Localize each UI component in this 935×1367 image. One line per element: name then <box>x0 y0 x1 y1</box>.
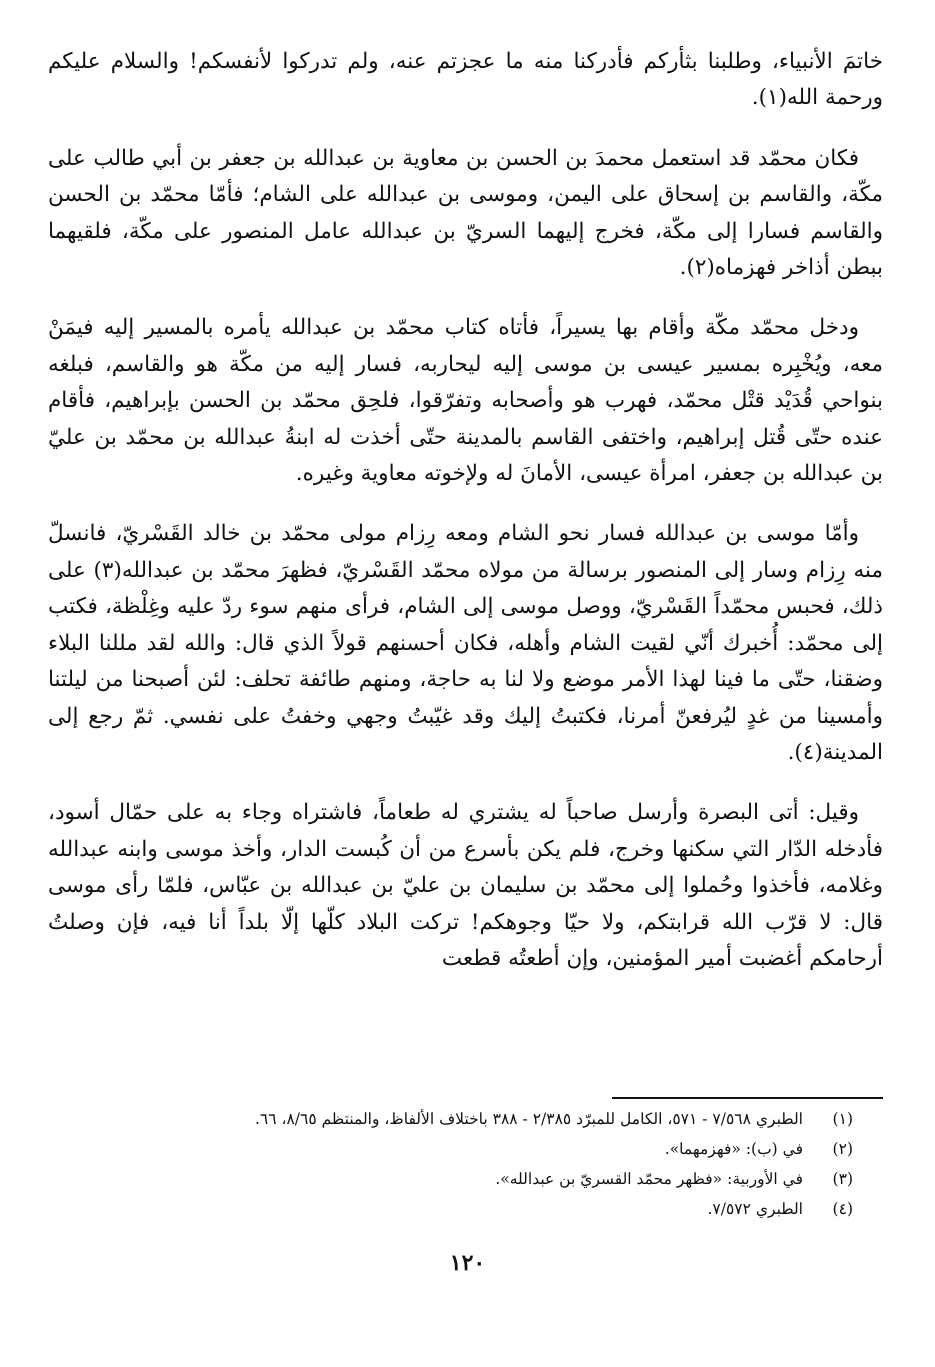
footnote-number: (٢) <box>832 1140 853 1158</box>
footnote-number: (١) <box>832 1110 853 1128</box>
footnote-text: في (ب): «فهزمهما». <box>664 1140 803 1158</box>
footnote-text: الطبري ٧/٥٧٢. <box>707 1200 803 1218</box>
paragraph-5: وقيل: أتى البصرة وأرسل صاحباً له يشتري له طعاماً، فاشتراه وجاء به على حمّال أسود، فأدخله الدّار التي سكنها وخرج، فلم يكن بأسرع من أن كُبست الدار، وأخذ موسى وابنه عبدالله وغلامه، فأخذوا وحُملوا إلى محمّد بن سليمان بن عليّ بن عبدالله بن عبّاس، فلمّا رأى موسى قال: لا قرّب الله قرابتكم، ولا حيّا وجوهكم! تركت البلاد كلّها إلّا بلداً أنا فيه، فإن وصلتُ أرحامكم أغضبت أمير المؤمنين، وإن أطعتُه قطعت <box>48 800 883 971</box>
footnote-number: (٤) <box>832 1200 853 1218</box>
paragraph-2: فكان محمّد قد استعمل محمدَ بن الحسن بن معاوية بن عبدالله بن جعفر بن أبي طالب على مكّة، والقاسم بن إسحاق على اليمن، وموسى بن عبدالله على الشام؛ فأمّا محمّد بن الحسن والقاسم فسارا إلى مكّة، فخرج إليهما السريّ بن عبدالله عامل المنصور على مكّة، فلقيهما ببطن أذاخر فهزماه(٢). <box>48 145 883 281</box>
paragraph-4: وأمّا موسى بن عبدالله فسار نحو الشام ومعه رِزام مولى محمّد بن خالد القَسْريّ، فانسلّ منه رِزام وسار إلى المنصور برسالة من مولاه محمّد القَسْريّ، فظهرَ محمّد بن عبدالله(٣) على ذلك، فحبس محمّداً القَسْريّ، ووصل موسى إلى الشام، فرأى منهم سوء ردّ عليه وغِلْظة، فكتب إلى محمّد: أُخبرك أنّي لقيت الشام وأهله، فكان أحسنهم قولاً الذي قال: والله لقد مللنا البلاء وضقنا، حتّى ما فينا لهذا الأمر موضع ولا لنا به حاجة، ومنهم طائفة تحلف: لئن أصبحنا من ليلتنا وأمسينا من غدٍ ليُرفعنّ أمرنا، فكتبتُ إليك وقد غيّبتُ وجهي وخفتُ على نفسي. ثمّ رجع إلى المدينة(٤). <box>48 521 883 765</box>
footnote-text: في الأوربية: «فظهر محمّد القسريّ بن عبدالله». <box>495 1170 803 1188</box>
paragraph-3: ودخل محمّد مكّة وأقام بها يسيراً، فأتاه كتاب محمّد بن عبدالله يأمره بالمسير إليه فيمَنْ معه، ويُخْبِره بمسير عيسى بن موسى إليه ليحاربه، فسار إليه من مكّة هو والقاسم، فبلغه بنواحي قُدَيْد قتْل محمّد، فهرب هو وأصحابه وتفرّقوا، فلحِق محمّد بن الحسن بإبراهيم، فأقام عنده حتّى قُتل إبراهيم، واختفى القاسم بالمدينة حتّى أخذت له ابنةُ عبدالله بن محمّد بن عليّ بن عبدالله بن جعفر، امرأة عيسى، الأمانَ له ولإخوته معاوية وغيره. <box>48 315 883 487</box>
footnote-item <box>60 1164 853 1194</box>
footnote-item <box>60 1194 853 1224</box>
footnote-separator <box>612 1097 883 1099</box>
footnote-text: الطبري ٧/٥٦٨ - ٥٧١، الكامل للمبرّد ٢/٣٨٥ - ٣٨٨ باختلاف الألفاظ، والمنتظم ٨/٦٥، ٦٦. <box>254 1110 803 1128</box>
footnote-item <box>60 1134 853 1164</box>
main-text <box>48 44 883 1001</box>
footnotes <box>60 1104 853 1224</box>
footnote-item <box>60 1104 853 1134</box>
paragraph-1: خاتمَ الأنبياء، وطلبنا بثأركم فأدركنا منه ما عجزتم عنه، ولم تدركوا لأنفسكم! والسلام عليكم ورحمة الله(١). <box>48 49 883 111</box>
page-number: ١٢٠ <box>449 1250 486 1276</box>
footnote-number: (٣) <box>832 1170 853 1188</box>
